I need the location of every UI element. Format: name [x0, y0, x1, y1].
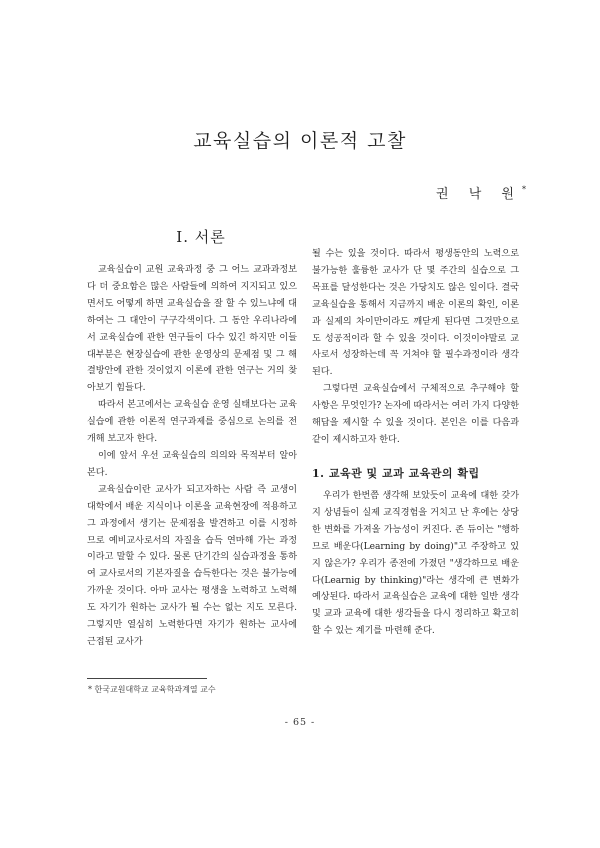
footnote: * 한국교원대학교 교육학과계열 교수 [88, 685, 216, 694]
paragraph: 교육실습이란 교사가 되고자하는 사람 즉 교생이 대학에서 배운 지식이나 이론을 교육현장에 적용하고 그 과정에서 생기는 문제점을 발견하고 이를 시정하므로 예비교사로서의 자질을 습득 연마해 가는 과정이라고 말할 수 있다. 물론 단기간의 실습과정을 통하여 교사로서의 기본자질을 습득한다는 것은 불가능에 가까운 것이다. 아마 교사는 평생을 노력하고 노력해도 자기가 원하는 교사가 될 수는 없는 지도 모른다. 그렇지만 열심히 노력한다면 자기가 원하는 교사에 근접된 교사가 [87, 484, 297, 647]
section-heading-introduction: Ⅰ. 서론 [176, 228, 226, 246]
subsection-heading: 1. 교육관 및 교과 교육관의 확립 [312, 467, 480, 480]
left-column [87, 262, 297, 651]
author-name [436, 183, 526, 202]
paragraph: 우리가 한번쯤 생각해 보았듯이 교육에 대한 갖가지 상념들이 실제 교직경험을 거치고 난 후에는 상당한 변화를 가져올 가능성이 커진다. 존 듀이는 "행하므로 배운다(Learning by doing)"고 주장하고 있지 않은가? 우리가 종전에 가졌던 "생각하므로 배운다(Learnig by thinking)"라는 생각에 큰 변화가 예상된다. 따라서 교육실습은 교육에 대한 일반 생각 및 교과 교육에 대한 생각들을 다시 정리하고 확고히 할 수 있는 계기를 마련해 준다. [312, 491, 519, 637]
footnote-divider [87, 678, 207, 679]
right-column [312, 246, 519, 449]
paragraph: 따라서 본고에서는 교육실습 운영 실태보다는 교육실습에 관한 이론적 연구과제를 중심으로 논의를 전개해 보고자 한다. [87, 400, 297, 445]
author-name-text: 권 낙 원 [436, 187, 522, 202]
paper-title: 교육실습의 이론적 고찰 [193, 130, 407, 152]
page-number: - 65 - [284, 717, 316, 728]
author-footnote-mark: * [521, 185, 526, 194]
paragraph-continued: 될 수는 있을 것이다. 따라서 평생동안의 노력으로 불가능한 훌륭한 교사가 단 몇 주간의 실습으로 그 목표를 달성한다는 것은 가당치도 않은 일이다. 결국 교육실습을 통해서 지금까지 배운 이론의 확인, 이론과 실제의 차이만이라도 깨닫게 된다면 그것만으로도 성공적이라 할 수 있을 것이다. 이것이야말로 교사로서 성장하는데 꼭 거쳐야 할 필수과정이라 생각된다. [312, 249, 519, 378]
paragraph: 이에 앞서 우선 교육실습의 의의와 목적부터 알아본다. [87, 450, 297, 478]
subsection-body [312, 488, 519, 640]
paragraph: 그렇다면 교육실습에서 구체적으로 추구해야 할 사항은 무엇인가? 논자에 따라서는 여러 가지 다양한 해답을 제시할 수 있을 것이다. 본인은 이를 다음과 같이 제시하고자 한다. [312, 384, 519, 445]
paragraph: 교육실습이 교원 교육과정 중 그 어느 교과과정보다 더 중요함은 많은 사람들에 의하여 지지되고 있으면서도 어떻게 하면 교육실습을 잘 할 수 있느냐에 대하여는 그 대안이 구구각색이다. 그 동안 우리나라에서 교육실습에 관한 연구들이 다수 있긴 하지만 이들 대부분은 현장실습에 관한 운영상의 문제점 및 그 해결방안에 관한 것이었지 이론에 관한 연구는 거의 찾아보기 힘들다. [87, 265, 297, 394]
